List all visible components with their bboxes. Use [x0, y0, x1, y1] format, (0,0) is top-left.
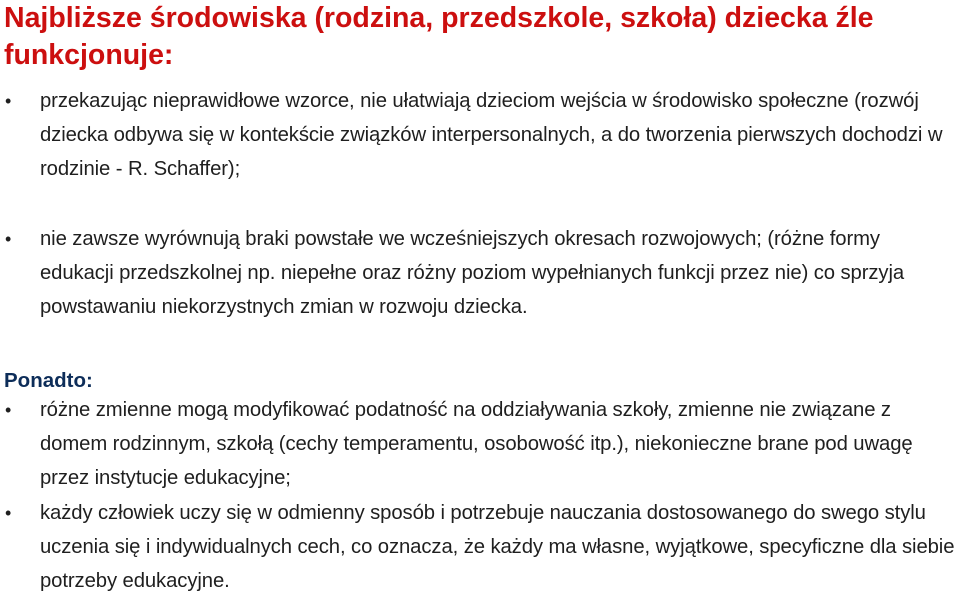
- bullet-icon: •: [5, 91, 12, 111]
- bullet-text: nie zawsze wyrównują braki powstałe we wcześniejszych okresach rozwojowych; (różne formy edukacji przedszkolnej np. niepełne oraz różny poziom wypełnianych funkcji przez nie) co sprzyja powstawaniu niekorzystnych zmian w rozwoju dziecka.: [40, 228, 905, 319]
- section-label: Ponadto:: [4, 369, 93, 392]
- bullet-icon: •: [5, 400, 12, 420]
- bullet-icon: •: [5, 229, 12, 249]
- bullet-text: różne zmienne mogą modyfikować podatność na oddziaływania szkoły, zmienne nie związane z domem rodzinnym, szkołą (cechy temperamentu, osobowość itp.), niekonieczne brane pod uwagę przez instytucje edukacyjne;: [40, 399, 913, 490]
- bullet-icon: •: [5, 503, 12, 523]
- slide-title: Najbliższe środowiska (rodzina, przedszkole, szkoła) dziecka źle funkcjonuje:: [4, 2, 874, 71]
- bullet-text: każdy człowiek uczy się w odmienny sposób i potrzebuje nauczania dostosowanego do swego stylu uczenia się i indywidualnych cech, co oznacza, że każdy ma własne, wyjątkowe, specyficzne dla siebie potrzeby edukacyjne.: [40, 502, 955, 593]
- bullet-text: przekazując nieprawidłowe wzorce, nie ułatwiają dzieciom wejścia w środowisko społeczne (rozwój dziecka odbywa się w kontekście związków interpersonalnych, a do tworzenia pierwszych dochodzi w rodzinie - R. Schaffer);: [40, 90, 943, 181]
